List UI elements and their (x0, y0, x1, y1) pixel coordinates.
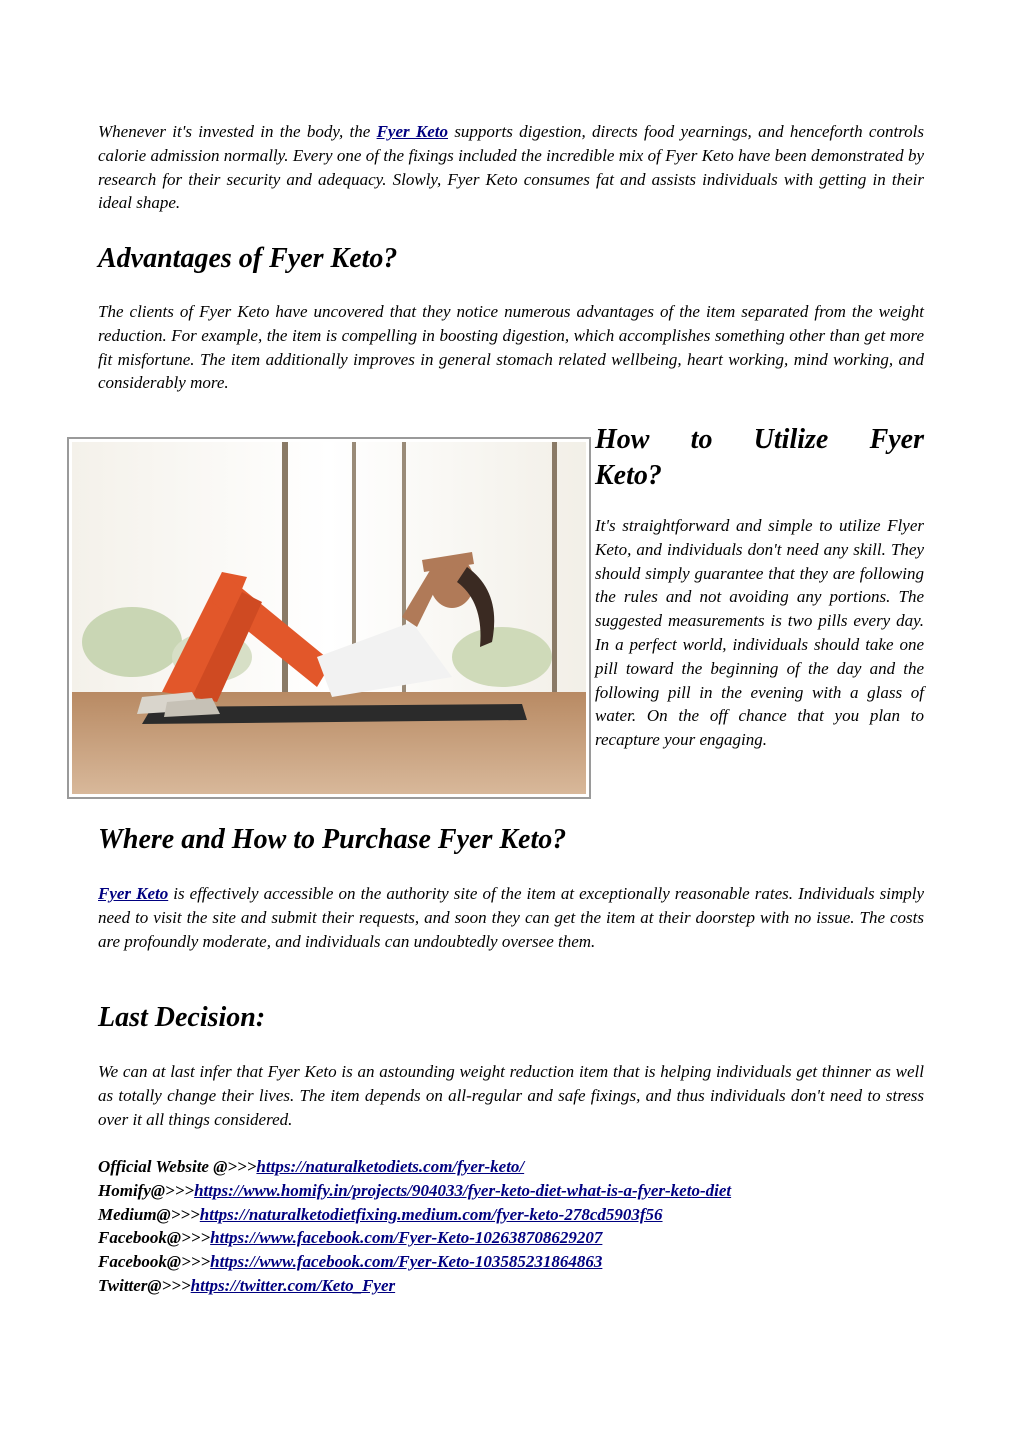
medium-url[interactable]: https://naturalketodietfixing.medium.com/fyer-keto-278cd5903f56 (199, 1204, 663, 1224)
heading-utilize-line1: How to Utilize Fyer (595, 424, 924, 455)
link-label: Twitter@>>> (98, 1275, 191, 1295)
link-label: Official Website @>>> (98, 1157, 257, 1176)
link-list (98, 1155, 924, 1298)
link-line-facebook-1 (98, 1226, 924, 1250)
fyer-keto-link[interactable]: Fyer Keto (98, 884, 169, 903)
intro-paragraph (98, 120, 924, 215)
workout-photo (67, 437, 591, 799)
heading-purchase: Where and How to Purchase Fyer Keto? (98, 824, 567, 855)
link-label: Facebook@>>> (98, 1252, 211, 1272)
link-line-official-website (98, 1155, 924, 1179)
heading-utilize-line2: Keto? (595, 459, 662, 491)
conclusion-paragraph: We can at last infer that Fyer Keto is an astounding weight reduction item that is helping individuals get thinner as well as totally change their lives. The item depends on all-regular and safe fixings, and thus individuals don't need to stress over it all things considered. (98, 1062, 924, 1129)
link-label: Facebook@>>> (98, 1228, 211, 1248)
heading-advantages: Advantages of Fyer Keto? (98, 243, 398, 274)
heading-how-to-utilize (595, 422, 924, 493)
intro-text-before: Whenever it's invested in the body, the (98, 122, 377, 141)
utilize-paragraph: It's straightforward and simple to utilize Flyer Keto, and individuals don't need any skill. They should simply guarantee that they are following the rules and not avoiding any portions. The suggested measurements is two pills every day. In a perfect world, individuals should take one pill toward the beginning of the day and the following pill in the evening with a glass of water. On the off chance that you plan to recapture your engaging. (595, 516, 924, 750)
advantages-paragraph: The clients of Fyer Keto have uncovered that they notice numerous advantages of the item separated from the weight reduction. For example, the item is compelling in boosting digestion, which accomplishes something other than get more fit misfortune. The item additionally improves in general stomach related wellbeing, heart working, mind working, and considerably more. (98, 302, 924, 393)
link-line-homify (98, 1179, 924, 1203)
link-line-twitter (98, 1274, 924, 1298)
link-line-medium (98, 1203, 924, 1227)
official-website-url[interactable]: https://naturalketodiets.com/fyer-keto/ (256, 1157, 525, 1176)
facebook-url-1[interactable]: https://www.facebook.com/Fyer-Keto-102638708629207 (210, 1228, 603, 1248)
woman-doing-crunches-image (72, 442, 586, 794)
link-line-facebook-2 (98, 1250, 924, 1274)
heading-last-decision: Last Decision: (98, 1002, 266, 1033)
purchase-text: is effectively accessible on the authority site of the item at exceptionally reasonable rates. Individuals simply need to visit the site and submit their requests, and soon they can get the item at their doorstep with no issue. The costs are profoundly moderate, and individuals can undoubtedly oversee them. (98, 884, 925, 951)
link-label: Homify@>>> (98, 1180, 195, 1200)
fyer-keto-link[interactable]: Fyer Keto (376, 122, 449, 141)
link-label: Medium@>>> (98, 1204, 200, 1224)
purchase-paragraph (98, 882, 924, 953)
facebook-url-2[interactable]: https://www.facebook.com/Fyer-Keto-103585231864863 (210, 1252, 603, 1272)
intro-text-after: supports digestion, directs food yearnings, and henceforth controls calorie admission normally. Every one of the fixings included the incredible mix of Fyer Keto have been demonstrated by research for their security and adequacy. Slowly, Fyer Keto consumes fat and assists individuals with getting in their ideal shape. (98, 122, 924, 213)
twitter-url[interactable]: https://twitter.com/Keto_Fyer (190, 1275, 396, 1295)
homify-url[interactable]: https://www.homify.in/projects/904033/fyer-keto-diet-what-is-a-fyer-keto-diet (194, 1180, 732, 1200)
